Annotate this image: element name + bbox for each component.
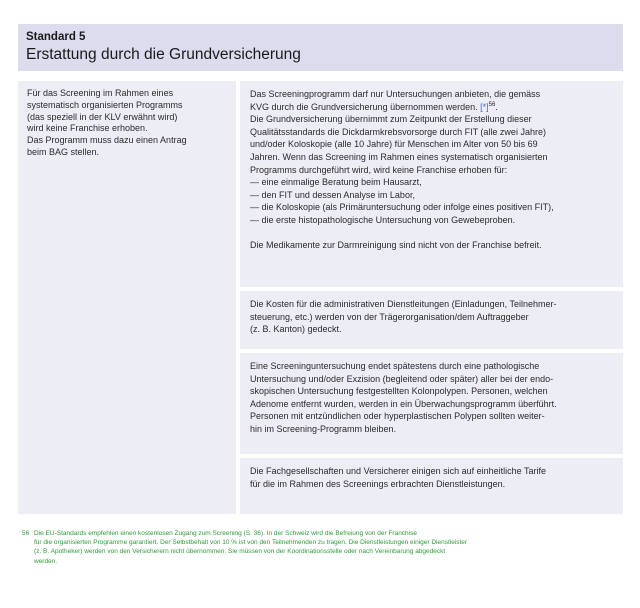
intro-line: Das Screeningprogramm darf nur Untersuchungen anbieten, die gemäss bbox=[250, 89, 541, 99]
body-line: Jahren. Wenn das Screening im Rahmen eines systematisch organisierten bbox=[250, 151, 548, 162]
summary-line: Das Programm muss dazu einen Antrag bbox=[27, 135, 187, 146]
summary-line: systematisch organisierten Programms bbox=[27, 99, 183, 110]
summary-line: wird keine Franchise erhoben. bbox=[27, 123, 148, 134]
standard-number: Standard 5 bbox=[26, 31, 86, 43]
text-line: steuerung, etc.) werden von der Trägerorganisation/dem Auftraggeber bbox=[250, 311, 529, 322]
body-line: und/oder Koloskopie (alle 10 Jahre) für Menschen im Alter von 50 bis 69 bbox=[250, 139, 538, 150]
exemption-list bbox=[250, 176, 613, 226]
text-line: Untersuchung und/oder Exzision (begleitend oder später) aller bei der endo- bbox=[250, 373, 554, 384]
summary-line: Für das Screening im Rahmen eines bbox=[27, 88, 174, 98]
standard-header bbox=[18, 24, 623, 71]
list-item: — eine einmalige Beratung beim Hausarzt, bbox=[250, 176, 613, 189]
intro-line: KVG durch die Grundversicherung übernommen werden. $[*]^{56}$. bbox=[250, 101, 498, 112]
closing-line: Die Medikamente zur Darmreinigung sind nicht von der Franchise befreit. bbox=[250, 240, 542, 251]
reference-link[interactable]: [*] bbox=[480, 101, 489, 112]
summary-line: (das speziell in der KLV erwähnt wird) bbox=[27, 111, 178, 122]
summary-line: beim BAG stellen. bbox=[27, 146, 100, 157]
body-line: Qualitätsstandards die Dickdarmkrebsvorsorge durch FIT (alle zwei Jahre) bbox=[250, 126, 546, 137]
body-line: Die Grundversicherung übernimmt zum Zeitpunkt der Erstellung dieser bbox=[250, 114, 532, 125]
text-line: Eine Screeninguntersuchung endet spätestens durch eine pathologische bbox=[250, 361, 540, 371]
list-item: — die Koloskopie (als Primäruntersuchung oder infolge eines positiven FIT), bbox=[250, 201, 613, 214]
list-item: — die erste histopathologische Untersuchung von Gewebeproben. bbox=[250, 214, 613, 227]
criteria-cell-admin-costs bbox=[240, 291, 623, 349]
text-line: Adenome entfernt wurden, werden in ein Überwachungsprogramm überführt. bbox=[250, 398, 557, 409]
footnote-line: (z. B. Apotheker) werden von den Versicherern nicht übernommen. Sie müssen von der Koordinationsstelle oder nach Vereinbarung abgedeckt bbox=[34, 548, 446, 556]
criteria-cell-tariffs bbox=[240, 458, 623, 514]
text-line: hin im Screening-Programm bleiben. bbox=[250, 423, 397, 434]
text-line: Personen mit entzündlichen oder hyperplastischen Polypen sollten weiter- bbox=[250, 411, 545, 422]
text-line: Die Kosten für die administrativen Dienstleitungen (Einladungen, Teilnehmer- bbox=[250, 299, 557, 309]
footnote-ref: 56 bbox=[488, 101, 496, 108]
text-line: Die Fachgesellschaften und Versicherer einigen sich auf einheitliche Tarife bbox=[250, 466, 547, 476]
footnote-line: für die organisierten Programme garantiert. Der Selbstbehalt von 10 % ist von den Teilnehmenden zu tragen. Die Dienstleistungen einiger Dienstleister bbox=[34, 539, 468, 547]
criteria-cell-screening-end bbox=[240, 353, 623, 454]
footnote-number: 56 bbox=[22, 530, 30, 537]
text-line: skopischen Untersuchung festgestellten Kolonpolypen. Personen, welchen bbox=[250, 386, 548, 397]
text-line: für die im Rahmen des Screenings erbrachten Dienstleistungen. bbox=[250, 478, 506, 489]
list-item: — den FIT und dessen Analyse im Labor, bbox=[250, 189, 613, 202]
footnote-line: werden. bbox=[34, 557, 58, 565]
footnote bbox=[22, 529, 622, 566]
criteria-cell-coverage bbox=[240, 81, 623, 287]
body-line: Programms durchgeführt wird, wird keine Franchise erhoben für: bbox=[250, 164, 508, 175]
left-summary-column bbox=[18, 81, 236, 514]
standard-title: Erstattung durch die Grundversicherung bbox=[26, 46, 301, 63]
text-line: (z. B. Kanton) gedeckt. bbox=[250, 324, 342, 335]
footnote-line: Die EU-Standards empfehlen einen kostenlosen Zugang zum Screening (S. 36). In der Schweiz wird die Befreiung von der Franchise bbox=[34, 530, 417, 537]
